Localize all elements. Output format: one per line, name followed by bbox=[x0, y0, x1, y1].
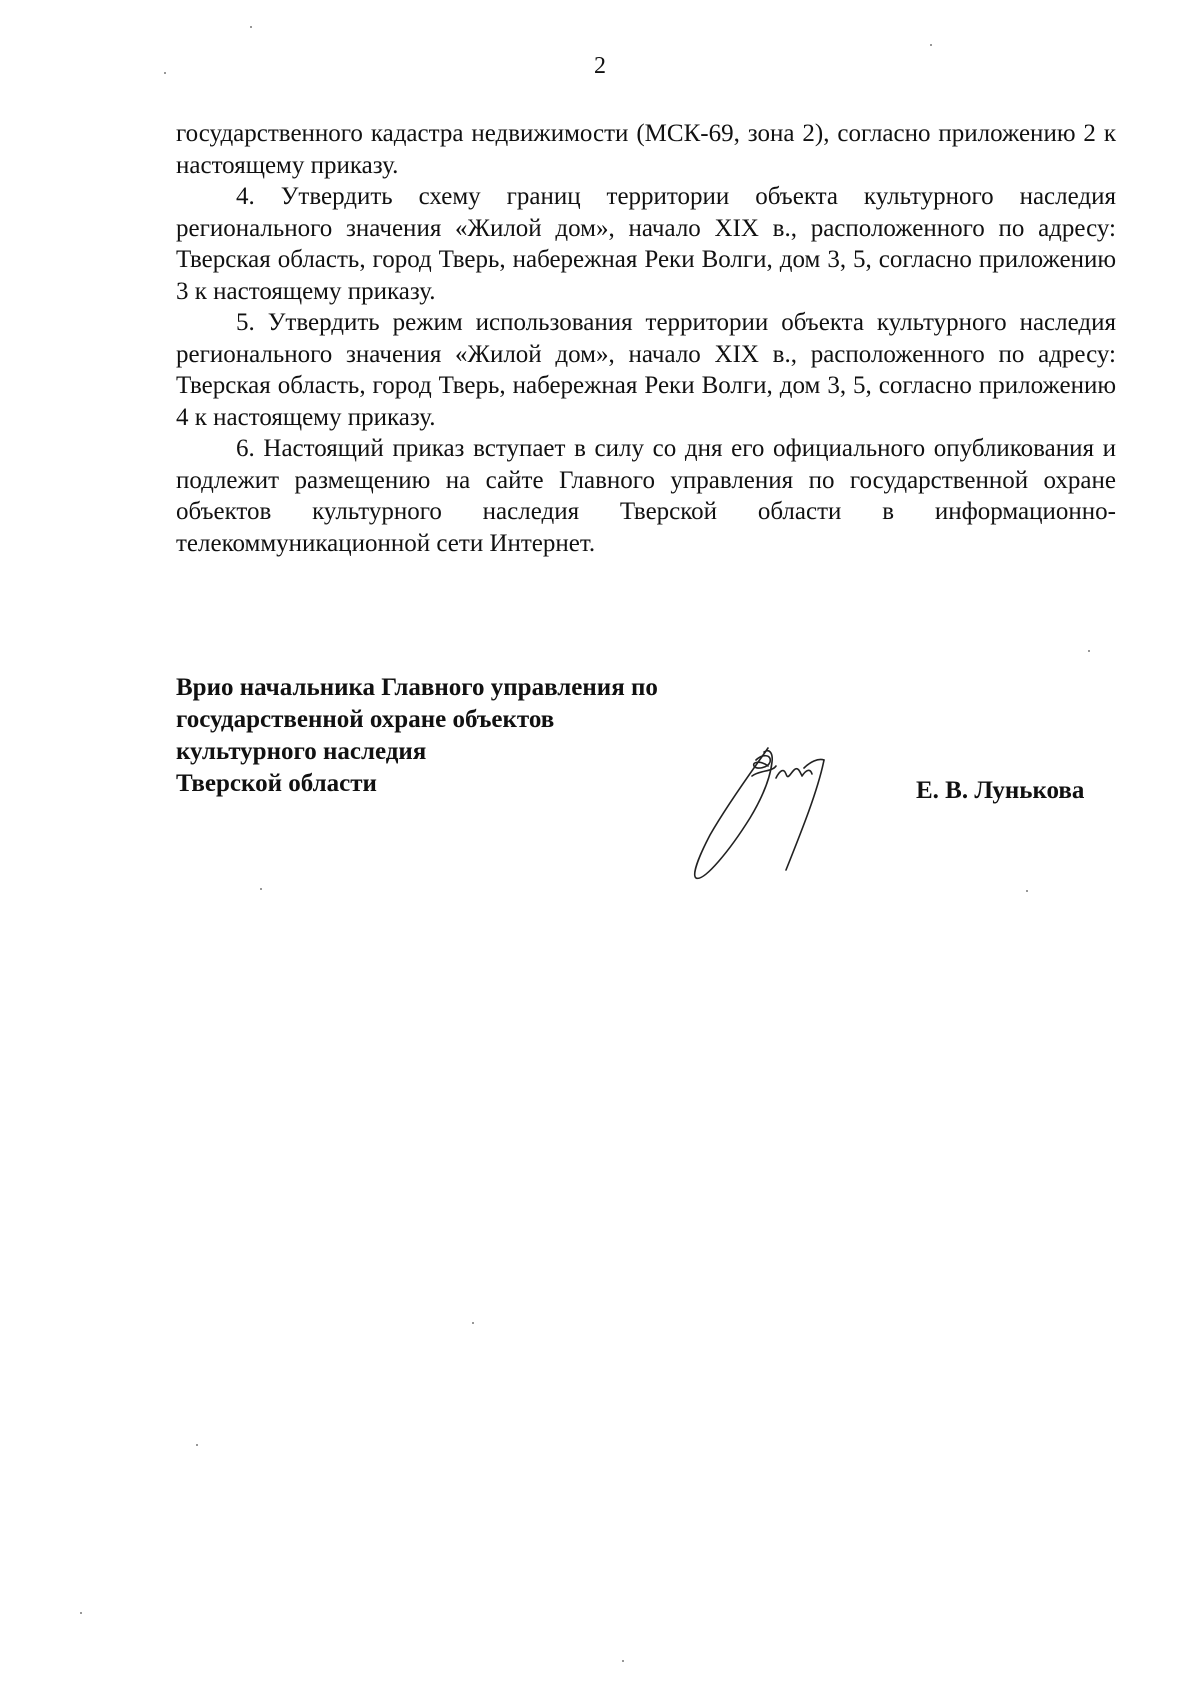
signatory-title-line: культурного наследия bbox=[176, 738, 427, 765]
signer-name: Е. В. Лунькова bbox=[916, 777, 1085, 804]
scan-speck bbox=[1026, 890, 1028, 892]
paragraph-item-5: 5. Утвердить режим использования территории объекта культурного наследия регионального значения «Жилой дом», начало XIX в., расположенного по адресу: Тверская область, город Тверь, набережная Реки Волги, дом 3, 5, согласно приложению 4 к настоящему приказу. bbox=[176, 309, 1116, 431]
signatory-title-line: Врио начальника Главного управления по bbox=[176, 674, 658, 701]
signatory-title-line: государственной охране объектов bbox=[176, 706, 555, 733]
document-body bbox=[176, 118, 1116, 559]
scan-speck bbox=[472, 1322, 474, 1324]
scan-speck bbox=[250, 26, 252, 28]
scan-speck bbox=[260, 888, 262, 890]
page-number: 2 bbox=[594, 53, 606, 79]
signatory-title-line: Тверской области bbox=[176, 770, 377, 797]
scan-speck bbox=[196, 1444, 198, 1446]
scan-speck bbox=[164, 72, 166, 74]
scan-speck bbox=[622, 1660, 624, 1662]
handwritten-signature-icon bbox=[690, 740, 870, 890]
scan-speck bbox=[930, 44, 932, 46]
paragraph-item-4: 4. Утвердить схему границ территории объекта культурного наследия регионального значения «Жилой дом», начало XIX в., расположенного по адресу: Тверская область, город Тверь, набережная Реки Волги, дом 3, 5, согласно приложению 3 к настоящему приказу. bbox=[176, 183, 1116, 305]
paragraph-continuation: государственного кадастра недвижимости (МСК-69, зона 2), согласно приложению 2 к настоящему приказу. bbox=[176, 120, 1116, 179]
scan-speck bbox=[80, 1612, 82, 1614]
signatory-title bbox=[176, 672, 736, 800]
scan-speck bbox=[1088, 650, 1090, 652]
paragraph-item-6: 6. Настоящий приказ вступает в силу со дня его официального опубликования и подлежит размещению на сайте Главного управления по государственной охране объектов культурного наследия Тверской области в информационно-телекоммуникационной сети Интернет. bbox=[176, 435, 1116, 557]
